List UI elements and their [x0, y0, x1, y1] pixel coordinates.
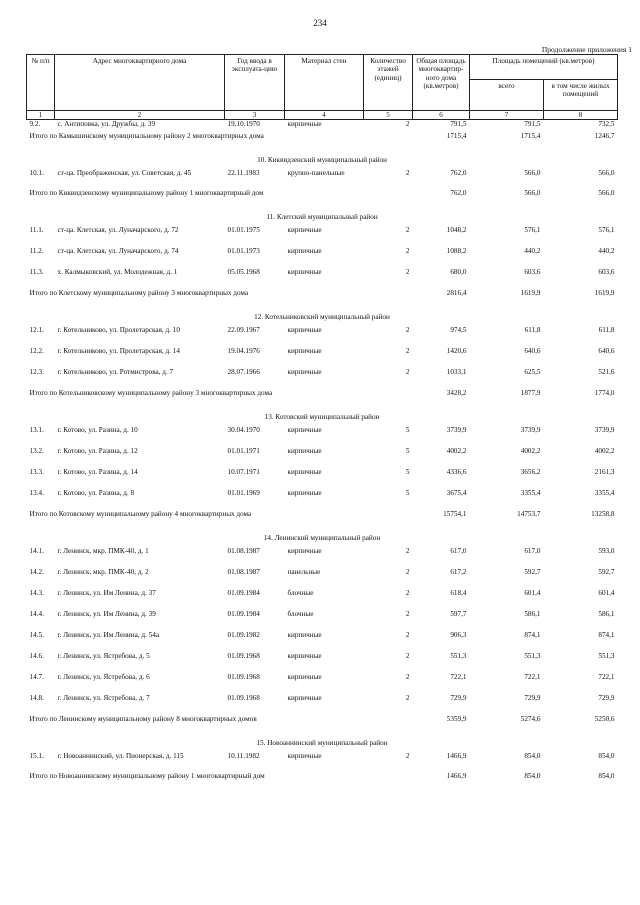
section-heading: 13. Котовский муниципальный район: [264, 413, 380, 422]
row-total-area: 906,3: [450, 631, 467, 640]
row-premises-all: 3656,2: [520, 468, 541, 477]
row-floors: 5: [405, 489, 410, 498]
row-address: с. Антиповка, ул. Дружбы, д. 39: [57, 120, 156, 129]
premises-all-value: 1877,9: [520, 389, 541, 398]
row-year: 01.09.1982: [227, 631, 260, 640]
col-number: 4: [285, 111, 364, 120]
row-year: 10.11.1982: [227, 752, 260, 761]
row-premises-all: 729,9: [524, 694, 541, 703]
row-premises-all: 586,1: [524, 610, 541, 619]
row-total-area: 1033,1: [446, 368, 467, 377]
row-premises-living: 566,0: [598, 169, 615, 178]
row-number: 14.2.: [29, 568, 44, 577]
table-body: [27, 120, 618, 797]
total-area-value: 3428,2: [446, 389, 467, 398]
total-label: Итого по Котовскому муниципальному району 4 многоквартирных дома: [29, 510, 252, 519]
header-address: Адрес многоквартирного дома: [55, 55, 225, 111]
row-premises-living: 3739,9: [594, 426, 615, 435]
row-premises-all: 722,1: [524, 673, 541, 682]
row-walls: кирпичные: [287, 468, 322, 477]
header-num: № п/п: [27, 55, 55, 111]
row-address: г. Котово, ул. Разина, д. 10: [57, 426, 138, 435]
row-year: 01.01.1969: [227, 489, 260, 498]
row-walls: кирпичные: [287, 226, 322, 235]
row-year: 28.07.1966: [227, 368, 260, 377]
row-walls: кирпичные: [287, 347, 322, 356]
row-floors: 2: [405, 547, 410, 556]
row-number: 14.1.: [29, 547, 44, 556]
row-walls: кирпичные: [287, 426, 322, 435]
row-premises-all: 566,0: [524, 169, 541, 178]
total-label: Итого по Новоаннинскому муниципальному району 1 многоквартирный дом: [29, 772, 265, 781]
row-number: 14.6.: [29, 652, 44, 661]
row-address: г. Котово, ул. Разина, д. 8: [57, 489, 135, 498]
table-row: [27, 568, 618, 589]
header-year: Год ввода в эксплуата-цию: [225, 55, 285, 111]
row-address: г. Ленинск, ул. Ястребова, д. 6: [57, 673, 150, 682]
row-year: 19.04.1976: [227, 347, 260, 356]
housing-table: [26, 54, 618, 796]
row-walls: кирпичные: [287, 120, 322, 129]
row-total-area: 729,9: [450, 694, 467, 703]
row-walls: блочные: [287, 589, 314, 598]
row-walls: кирпичные: [287, 652, 322, 661]
total-area-value: 2816,4: [446, 289, 467, 298]
row-premises-all: 640,6: [524, 347, 541, 356]
row-walls: кирпичные: [287, 489, 322, 498]
row-premises-all: 592,7: [524, 568, 541, 577]
premises-living-value: 5250,6: [594, 715, 615, 724]
col-number: 1: [27, 111, 55, 120]
total-row: [27, 772, 618, 796]
section-heading-row: [27, 313, 618, 326]
row-walls: кирпичные: [287, 447, 322, 456]
row-walls: блочные: [287, 610, 314, 619]
row-year: 01.09.1968: [227, 673, 260, 682]
premises-all-value: 14753,7: [517, 510, 541, 519]
row-address: г. Котельниково, ул. Пролетарская, д. 10: [57, 326, 180, 335]
total-area-value: 15754,1: [443, 510, 467, 519]
row-number: 14.4.: [29, 610, 44, 619]
table-row: [27, 468, 618, 489]
row-walls: кирпичные: [287, 752, 322, 761]
table-row: [27, 426, 618, 447]
header-premises-area: Площадь помещений (кв.метров): [470, 55, 618, 80]
row-address: ст-ца. Клетская, ул. Луначарского, д. 74: [57, 247, 179, 256]
table-row: [27, 547, 618, 568]
row-walls: панельные: [287, 568, 321, 577]
row-floors: 2: [405, 247, 410, 256]
table-row: [27, 752, 618, 772]
row-premises-living: 854,0: [598, 752, 615, 761]
row-premises-all: 576,1: [524, 226, 541, 235]
table-row: [27, 226, 618, 247]
row-premises-all: 854,0: [524, 752, 541, 761]
row-address: г. Новоаннинский, ул. Пионерская, д. 115: [57, 752, 184, 761]
row-year: 01.01.1973: [227, 247, 260, 256]
row-floors: 2: [405, 169, 410, 178]
table-row: [27, 610, 618, 631]
premises-all-value: 5274,6: [520, 715, 541, 724]
row-floors: 5: [405, 447, 410, 456]
premises-living-value: 1246,7: [594, 132, 615, 141]
row-premises-living: 611,8: [598, 326, 615, 335]
header-floors: Количество этажей (единиц): [364, 55, 413, 111]
total-label: Итого по Ленинскому муниципальному району 8 многоквартирных домов: [29, 715, 257, 724]
row-floors: 2: [405, 589, 410, 598]
row-premises-living: 440,2: [598, 247, 615, 256]
row-number: 14.8.: [29, 694, 44, 703]
total-area-value: 1466,9: [446, 772, 467, 781]
row-walls: кирпичные: [287, 368, 322, 377]
row-address: г. Ленинск, ул. Ястребова, д. 5: [57, 652, 150, 661]
row-total-area: 680,0: [450, 268, 467, 277]
section-heading-row: [27, 534, 618, 547]
header-premises-all: всего: [470, 80, 544, 111]
total-area-value: 762,0: [450, 189, 467, 198]
row-premises-all: 617,0: [524, 547, 541, 556]
row-premises-all: 603,6: [524, 268, 541, 277]
row-floors: 2: [405, 694, 410, 703]
column-numbers-row: [27, 111, 618, 120]
total-area-value: 5359,9: [446, 715, 467, 724]
row-premises-all: 440,2: [524, 247, 541, 256]
row-number: 13.2.: [29, 447, 44, 456]
row-floors: 2: [405, 752, 410, 761]
row-total-area: 618,4: [450, 589, 467, 598]
row-premises-all: 874,1: [524, 631, 541, 640]
row-premises-all: 791,5: [524, 120, 541, 129]
row-premises-living: 586,1: [598, 610, 615, 619]
col-number: 3: [225, 111, 285, 120]
row-year: 01.08.1987: [227, 568, 260, 577]
col-number: 7: [470, 111, 544, 120]
row-year: 01.08.1987: [227, 547, 260, 556]
table-row: [27, 247, 618, 268]
row-walls: кирпичные: [287, 268, 322, 277]
row-number: 11.3.: [29, 268, 44, 277]
page-number: 234: [313, 18, 327, 28]
table-row: [27, 268, 618, 289]
row-year: 01.01.1971: [227, 447, 260, 456]
row-premises-living: 576,1: [598, 226, 615, 235]
row-premises-living: 521,6: [598, 368, 615, 377]
row-premises-living: 722,1: [598, 673, 615, 682]
total-label: Итого по Котельниковскому муниципальному району 3 многоквартирных дома: [29, 389, 273, 398]
premises-living-value: 566,0: [598, 189, 615, 198]
table-row: [27, 120, 618, 133]
row-year: 01.09.1984: [227, 589, 260, 598]
row-floors: 2: [405, 631, 410, 640]
table-row: [27, 673, 618, 694]
row-number: 10.1.: [29, 169, 44, 178]
header-walls: Материал стен: [285, 55, 364, 111]
row-number: 13.4.: [29, 489, 44, 498]
row-total-area: 3675,4: [446, 489, 467, 498]
row-address: ст-ца. Преображенская, ул. Советская, д. 45: [57, 169, 192, 178]
row-premises-all: 3739,9: [520, 426, 541, 435]
row-total-area: 617,2: [450, 568, 467, 577]
row-floors: 2: [405, 120, 410, 129]
row-total-area: 762,0: [450, 169, 467, 178]
row-premises-living: 603,6: [598, 268, 615, 277]
row-address: г. Котово, ул. Разина, д. 12: [57, 447, 138, 456]
row-floors: 5: [405, 468, 410, 477]
row-floors: 2: [405, 652, 410, 661]
total-row: [27, 389, 618, 413]
section-heading-row: [27, 156, 618, 169]
table-row: [27, 368, 618, 389]
row-premises-all: 3355,4: [520, 489, 541, 498]
row-year: 05.05.1968: [227, 268, 260, 277]
total-area-value: 1715,4: [446, 132, 467, 141]
row-year: 01.09.1968: [227, 694, 260, 703]
row-floors: 2: [405, 368, 410, 377]
row-number: 15.1.: [29, 752, 44, 761]
table-row: [27, 347, 618, 368]
row-total-area: 3739,9: [446, 426, 467, 435]
row-address: г. Котово, ул. Разина, д. 14: [57, 468, 138, 477]
col-number: 6: [413, 111, 470, 120]
row-premises-living: 874,1: [598, 631, 615, 640]
row-total-area: 722,1: [450, 673, 467, 682]
row-premises-all: 551,3: [524, 652, 541, 661]
row-total-area: 4002,2: [446, 447, 467, 456]
table-row: [27, 326, 618, 347]
row-floors: 5: [405, 426, 410, 435]
premises-living-value: 1619,9: [594, 289, 615, 298]
section-heading: 15. Новоаннинский муниципальный район: [256, 739, 388, 748]
premises-all-value: 566,0: [524, 189, 541, 198]
row-number: 11.2.: [29, 247, 44, 256]
row-address: ст-ца. Клетская, ул. Луначарского, д. 72: [57, 226, 179, 235]
row-number: 9.2.: [29, 120, 41, 129]
row-premises-all: 4002,2: [520, 447, 541, 456]
row-walls: кирпичные: [287, 547, 322, 556]
row-year: 22.09.1967: [227, 326, 260, 335]
total-row: [27, 715, 618, 739]
premises-living-value: 854,0: [598, 772, 615, 781]
total-row: [27, 132, 618, 156]
section-heading: 12. Котельниковский муниципальный район: [254, 313, 390, 322]
row-total-area: 597,7: [450, 610, 467, 619]
row-premises-living: 592,7: [598, 568, 615, 577]
premises-living-value: 13258,8: [591, 510, 615, 519]
total-row: [27, 189, 618, 213]
section-heading: 14. Ленинский муниципальный район: [263, 534, 381, 543]
row-premises-living: 729,9: [598, 694, 615, 703]
row-year: 10.07.1971: [227, 468, 260, 477]
table-row: [27, 169, 618, 189]
premises-living-value: 1774,0: [594, 389, 615, 398]
row-total-area: 1088,2: [446, 247, 467, 256]
row-number: 12.1.: [29, 326, 44, 335]
row-floors: 2: [405, 268, 410, 277]
row-total-area: 551,3: [450, 652, 467, 661]
row-year: 01.09.1984: [227, 610, 260, 619]
row-address: х. Калмыковский, ул. Молодежная, д. 1: [57, 268, 178, 277]
row-walls: кирпичные: [287, 673, 322, 682]
row-number: 12.3.: [29, 368, 44, 377]
row-premises-living: 601,4: [598, 589, 615, 598]
row-address: г. Ленинск, ул. Им Ленина, д. 37: [57, 589, 156, 598]
section-heading-row: [27, 213, 618, 226]
table-row: [27, 631, 618, 652]
premises-all-value: 854,0: [524, 772, 541, 781]
total-row: [27, 289, 618, 313]
header-total-area: Общая площадь многоквартир-ного дома (кв.метров): [413, 55, 470, 111]
row-walls: крупно-панельные: [287, 169, 345, 178]
row-address: г. Ленинск, ул. Ястребова, д. 7: [57, 694, 150, 703]
section-heading-row: [27, 413, 618, 426]
row-address: г. Котельниково, ул. Пролетарская, д. 14: [57, 347, 180, 356]
section-heading: 11. Клетский муниципальный район: [266, 213, 378, 222]
row-premises-all: 601,4: [524, 589, 541, 598]
table-row: [27, 489, 618, 510]
row-floors: 2: [405, 610, 410, 619]
row-premises-living: 2161,3: [594, 468, 615, 477]
row-premises-living: 551,3: [598, 652, 615, 661]
row-year: 22.11.1983: [227, 169, 260, 178]
table-row: [27, 589, 618, 610]
row-total-area: 791,5: [450, 120, 467, 129]
row-walls: кирпичные: [287, 247, 322, 256]
row-total-area: 1048,2: [446, 226, 467, 235]
premises-all-value: 1619,9: [520, 289, 541, 298]
row-premises-living: 732,5: [598, 120, 615, 129]
row-premises-all: 625,5: [524, 368, 541, 377]
total-label: Итого по Киквидзенскому муниципальному району 1 многоквартирный дом: [29, 189, 264, 198]
row-premises-living: 4002,2: [594, 447, 615, 456]
row-number: 13.1.: [29, 426, 44, 435]
col-number: 5: [364, 111, 413, 120]
row-total-area: 617,0: [450, 547, 467, 556]
row-floors: 2: [405, 347, 410, 356]
table-row: [27, 694, 618, 715]
row-premises-living: 640,6: [598, 347, 615, 356]
row-total-area: 974,5: [450, 326, 467, 335]
row-total-area: 1420,6: [446, 347, 467, 356]
row-number: 14.5.: [29, 631, 44, 640]
section-heading: 10. Киквидзенский муниципальный район: [257, 156, 387, 165]
row-address: г. Ленинск, ул. Им Ленина, д. 54а: [57, 631, 160, 640]
row-premises-all: 611,8: [524, 326, 541, 335]
row-number: 13.3.: [29, 468, 44, 477]
section-heading-row: [27, 739, 618, 752]
row-number: 12.2.: [29, 347, 44, 356]
row-address: г. Котельниково, ул. Ротмистрова, д. 7: [57, 368, 174, 377]
total-label: Итого по Клетскому муниципальному району 3 многоквартирных дома: [29, 289, 249, 298]
row-number: 14.3.: [29, 589, 44, 598]
row-year: 19.10.1970: [227, 120, 260, 129]
row-year: 01.01.1975: [227, 226, 260, 235]
row-premises-living: 3355,4: [594, 489, 615, 498]
row-total-area: 1466,9: [446, 752, 467, 761]
col-number: 2: [55, 111, 225, 120]
table-row: [27, 447, 618, 468]
row-walls: кирпичные: [287, 326, 322, 335]
total-row: [27, 510, 618, 534]
row-walls: кирпичные: [287, 694, 322, 703]
header-premises-living: в том числе жилых помещений: [544, 80, 618, 111]
total-label: Итого по Камышинскому муниципальному району 2 многоквартирных дома: [29, 132, 264, 141]
col-number: 8: [544, 111, 618, 120]
row-total-area: 4336,6: [446, 468, 467, 477]
row-floors: 2: [405, 673, 410, 682]
row-floors: 2: [405, 568, 410, 577]
row-address: г. Ленинск, ул. Им Ленина, д. 39: [57, 610, 156, 619]
row-address: г. Ленинск, мкр. ПМК-40, д. 2: [57, 568, 149, 577]
row-year: 30.04.1970: [227, 426, 260, 435]
row-address: г. Ленинск, мкр. ПМК-40, д. 1: [57, 547, 149, 556]
row-floors: 2: [405, 226, 410, 235]
row-walls: кирпичные: [287, 631, 322, 640]
premises-all-value: 1715,4: [520, 132, 541, 141]
row-floors: 2: [405, 326, 410, 335]
row-premises-living: 593,0: [598, 547, 615, 556]
continuation-note: Продолжение приложения 1: [541, 45, 632, 54]
table-row: [27, 652, 618, 673]
row-number: 11.1.: [29, 226, 44, 235]
row-number: 14.7.: [29, 673, 44, 682]
row-year: 01.09.1968: [227, 652, 260, 661]
